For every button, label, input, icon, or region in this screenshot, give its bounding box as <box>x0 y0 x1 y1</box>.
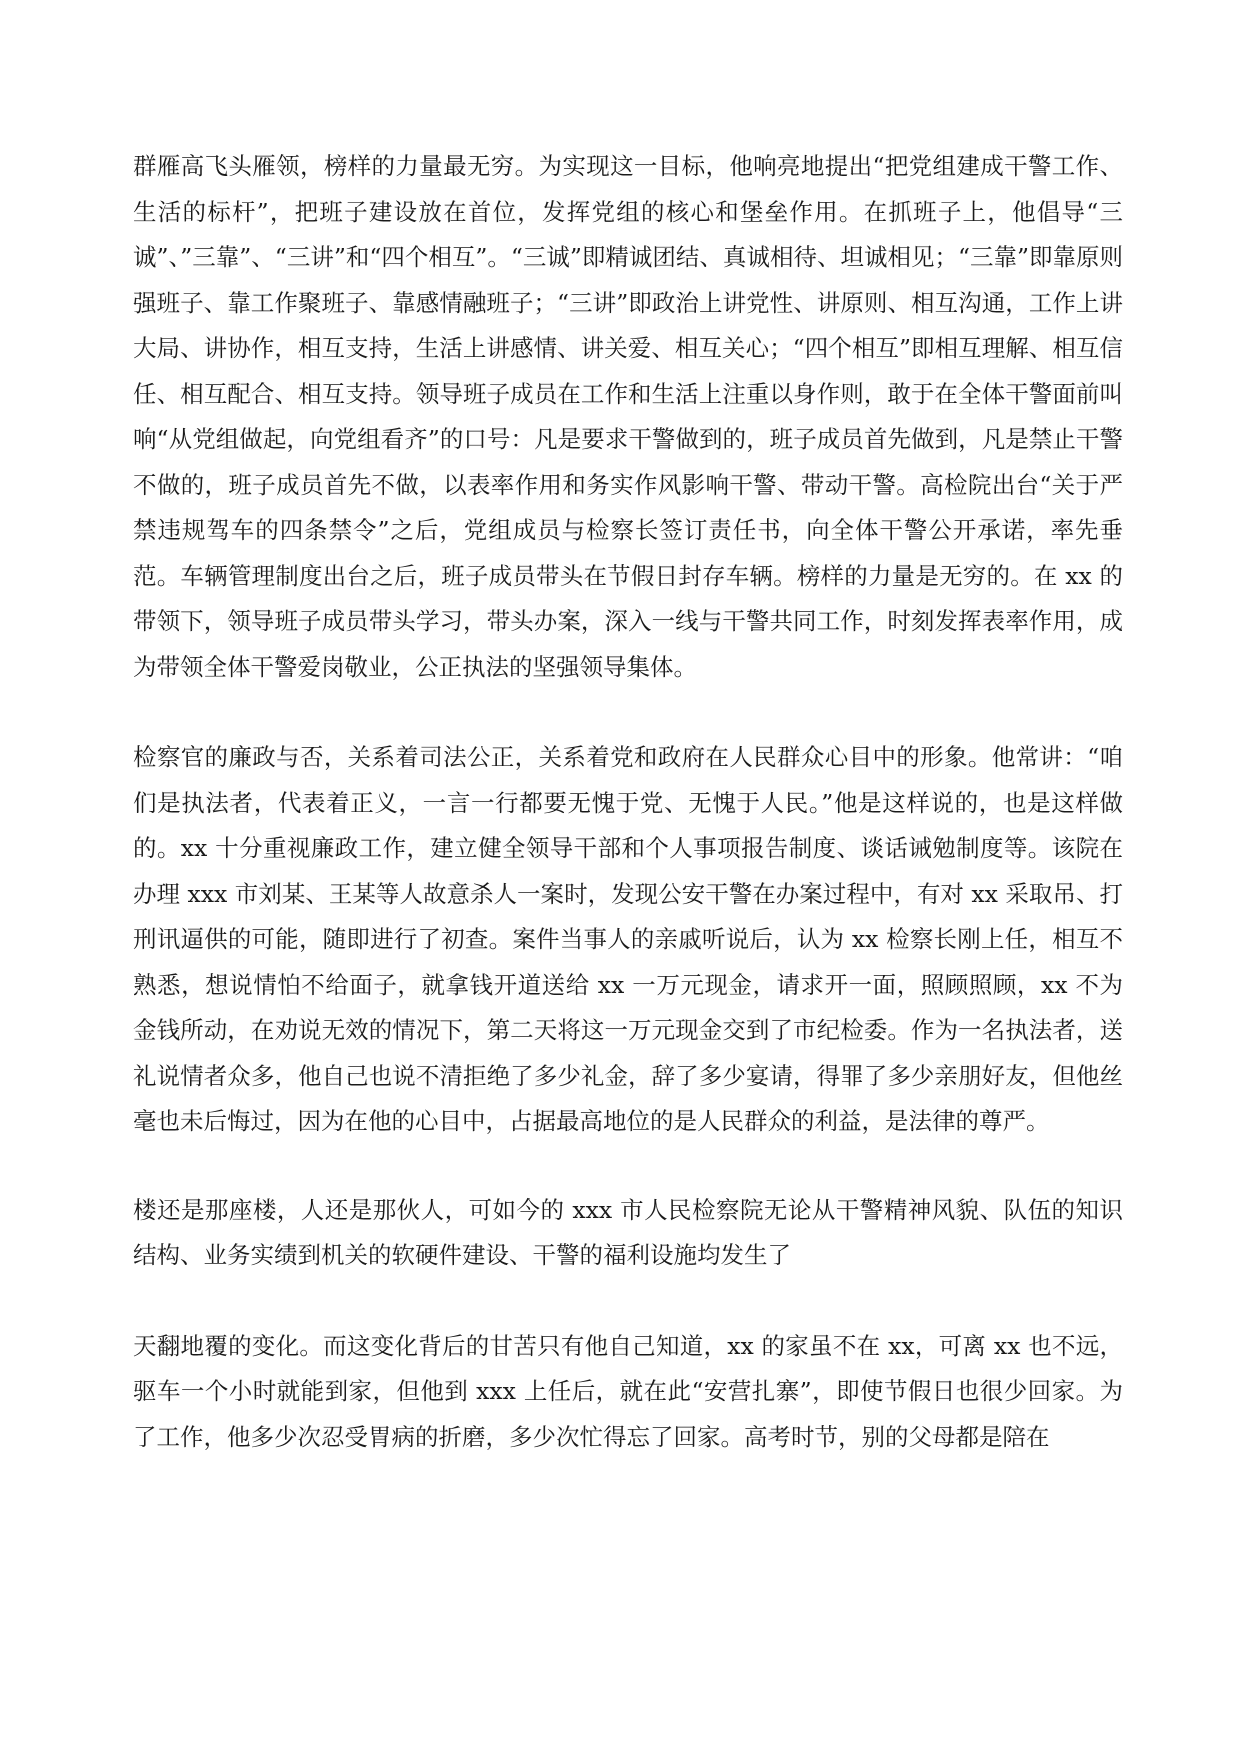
paragraph-transformation: 楼还是那座楼，人还是那伙人，可如今的 xxx 市人民检察院无论从干警精神风貌、队伍的知识结构、业务实绩到机关的软硬件建设、干警的福利设施均发生了 <box>133 1195 1123 1269</box>
document-body <box>133 144 1123 1460</box>
paragraph-personal-sacrifice: 天翻地覆的变化。而这变化背后的甘苦只有他自己知道，xx 的家虽不在 xx，可离 xx 也不远，驱车一个小时就能到家，但他到 xxx 上任后，就在此“安营扎寨”，即使节假日也很少回家。为了工作，他多少次忍受胃病的折磨，多少次忙得忘了回家。高考时节，别的父母都是陪在 <box>133 1331 1123 1451</box>
paragraph-integrity: 检察官的廉政与否，关系着司法公正，关系着党和政府在人民群众心目中的形象。他常讲：“咱们是执法者，代表着正义，一言一行都要无愧于党、无愧于人民。”他是这样说的，也是这样做的。xx 十分重视廉政工作，建立健全领导干部和个人事项报告制度、谈话诫勉制度等。该院在办理 xxx 市刘某、王某等人故意杀人一案时，发现公安干警在办案过程中，有对 xx 采取吊、打刑讯逼供的可能，随即进行了初查。案件当事人的亲戚听说后，认为 xx 检察长刚上任，相互不熟悉，想说情怕不给面子，就拿钱开道送给 xx 一万元现金，请求开一面，照顾照顾，xx 不为金钱所动，在劝说无效的情况下，第二天将这一万元现金交到了市纪检委。作为一名执法者，送礼说情者众多，他自己也说不清拒绝了多少礼金，辞了多少宴请，得罪了多少亲朋好友，但他丝毫也未后悔过，因为在他的心目中，占据最高地位的是人民群众的利益，是法律的尊严。 <box>133 743 1123 1135</box>
paragraph-leadership-example: 群雁高飞头雁领，榜样的力量最无穷。为实现这一目标，他响亮地提出“把党组建成干警工作、生活的标杆”，把班子建设放在首位，发挥党组的核心和堡垒作用。在抓班子上，他倡导“三诚”、”三靠”、“三讲”和“四个相互”。“三诚”即精诚团结、真诚相待、坦诚相见；“三靠”即靠原则强班子、靠工作聚班子、靠感情融班子；“三讲”即政治上讲党性、讲原则、相互沟通，工作上讲大局、讲协作，相互支持，生活上讲感情、讲关爱、相互关心；“四个相互”即相互理解、相互信任、相互配合、相互支持。领导班子成员在工作和生活上注重以身作则，敢于在全体干警面前叫响“从党组做起，向党组看齐”的口号：凡是要求干警做到的，班子成员首先做到，凡是禁止干警不做的，班子成员首先不做，以表率作用和务实作风影响干警、带动干警。高检院出台“关于严禁违规驾车的四条禁令”之后，党组成员与检察长签订责任书，向全体干警公开承诺，率先垂范。车辆管理制度出台之后，班子成员带头在节假日封存车辆。榜样的力量是无穷的。在 xx 的带领下，领导班子成员带头学习，带头办案，深入一线与干警共同工作，时刻发挥表率作用，成为带领全体干警爱岗敬业，公正执法的坚强领导集体。 <box>133 152 1123 681</box>
